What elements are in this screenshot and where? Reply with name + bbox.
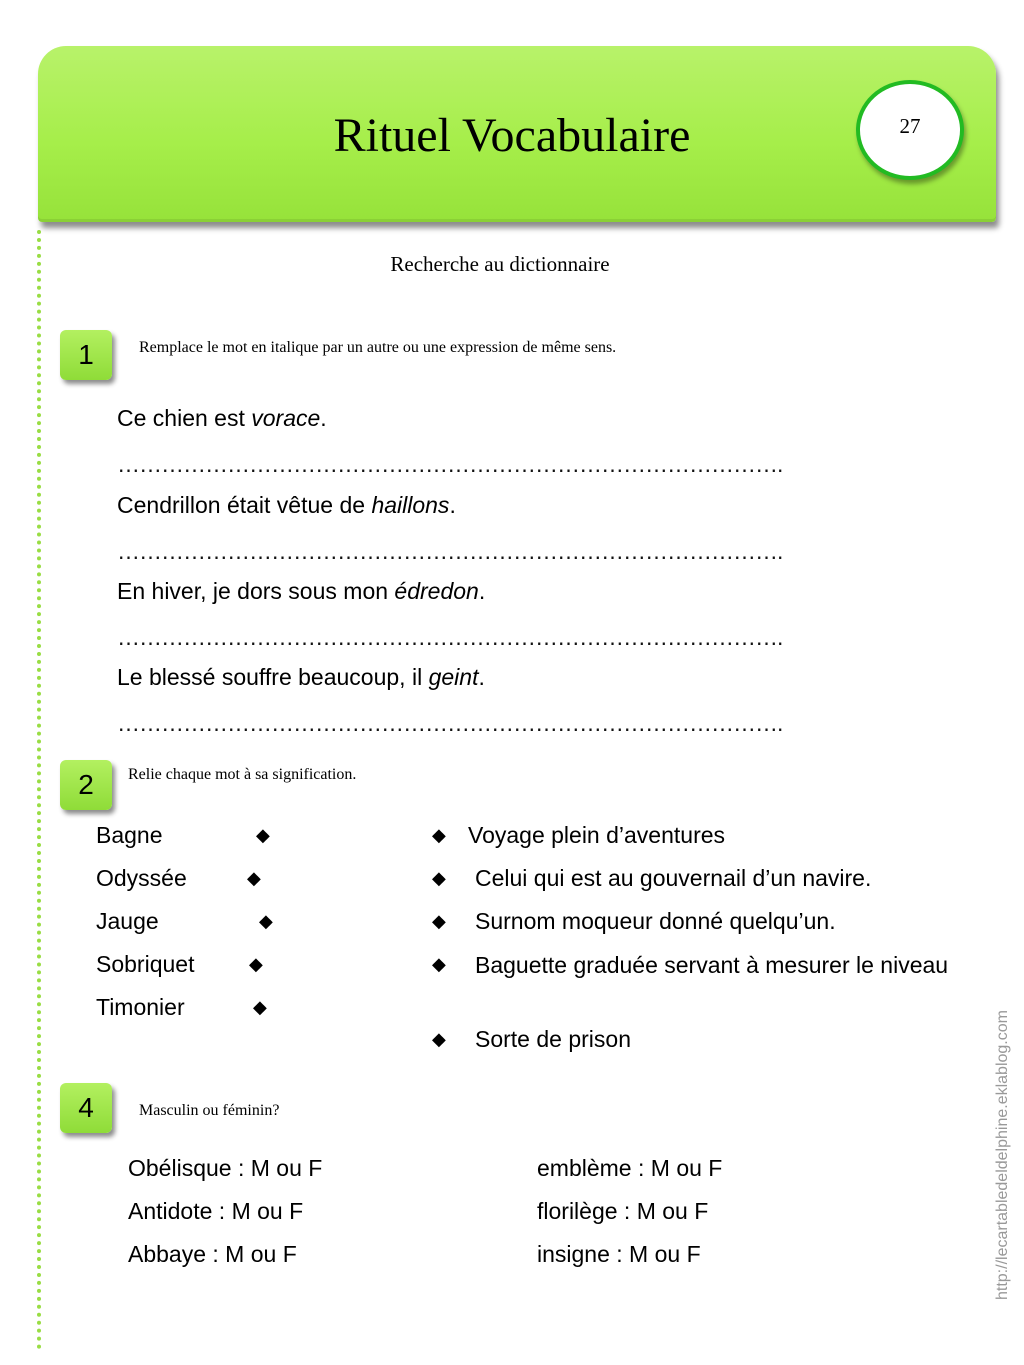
italic-word: haillons (371, 492, 450, 518)
answer-line-3: ………………………………………………………………………………. (117, 624, 783, 650)
match-word-2: Odyssée (96, 865, 187, 891)
exercise-2-instruction: Relie chaque mot à sa signification. (128, 766, 357, 783)
gender-item-right-2: florilège : M ou F (537, 1198, 709, 1224)
gender-item-left-3: Abbaye : M ou F (128, 1241, 297, 1267)
italic-word: édredon (394, 578, 479, 604)
italic-word: vorace (251, 405, 321, 431)
sentence-1: Ce chien est vorace. (117, 405, 327, 431)
sentence-4: Le blessé souffre beaucoup, il geint. (117, 664, 485, 690)
sentence-3: En hiver, je dors sous mon édredon. (117, 578, 486, 604)
answer-line-2: ………………………………………………………………………………. (117, 538, 783, 564)
gender-item-left-1: Obélisque : M ou F (128, 1155, 323, 1181)
match-word-4: Sobriquet (96, 951, 195, 977)
left-dotted-border (37, 230, 41, 1350)
gender-item-right-1: emblème : M ou F (537, 1155, 723, 1181)
page-title: Rituel Vocabulaire (333, 109, 691, 162)
definition-5: Sorte de prison (475, 1026, 631, 1052)
page-subtitle: Recherche au dictionnaire (390, 252, 610, 276)
match-diamond-right-3[interactable]: ◆ (432, 911, 446, 931)
match-word-5: Timonier (96, 994, 185, 1020)
definition-4: Baguette graduée servant à mesurer le niveau (475, 952, 949, 978)
match-diamond-left-5[interactable]: ◆ (253, 997, 267, 1017)
exercise-4-instruction: Masculin ou féminin? (139, 1102, 280, 1119)
match-diamond-left-1[interactable]: ◆ (256, 825, 270, 845)
definition-2: Celui qui est au gouvernail d’un navire. (475, 865, 872, 891)
match-diamond-right-4[interactable]: ◆ (432, 954, 446, 974)
exercise-4-badge: 4 (60, 1083, 112, 1133)
match-word-1: Bagne (96, 822, 163, 848)
page-number: 27 (899, 114, 921, 138)
gender-item-left-2: Antidote : M ou F (128, 1198, 304, 1224)
definition-1: Voyage plein d’aventures (468, 822, 726, 848)
gender-item-right-3: insigne : M ou F (537, 1241, 701, 1267)
watermark-url: http://lecartabledeldelphine.eklablog.com (994, 1010, 1011, 1300)
definition-3: Surnom moqueur donné quelqu’un. (475, 908, 836, 934)
match-diamond-right-1[interactable]: ◆ (432, 825, 446, 845)
italic-word: geint (428, 664, 479, 690)
answer-line-1: ………………………………………………………………………………. (117, 451, 783, 477)
exercise-2-badge: 2 (60, 760, 112, 810)
answer-line-4: ………………………………………………………………………………. (117, 710, 783, 736)
page-number-circle (856, 80, 964, 180)
sentence-2: Cendrillon était vêtue de haillons. (117, 492, 456, 518)
match-word-3: Jauge (96, 908, 159, 934)
match-diamond-left-4[interactable]: ◆ (249, 954, 263, 974)
match-diamond-left-3[interactable]: ◆ (259, 911, 273, 931)
match-diamond-right-5[interactable]: ◆ (432, 1029, 446, 1049)
exercise-1-badge: 1 (60, 330, 112, 380)
match-diamond-left-2[interactable]: ◆ (247, 868, 261, 888)
exercise-1-instruction: Remplace le mot en italique par un autre ou une expression de même sens. (139, 339, 617, 356)
match-diamond-right-2[interactable]: ◆ (432, 868, 446, 888)
